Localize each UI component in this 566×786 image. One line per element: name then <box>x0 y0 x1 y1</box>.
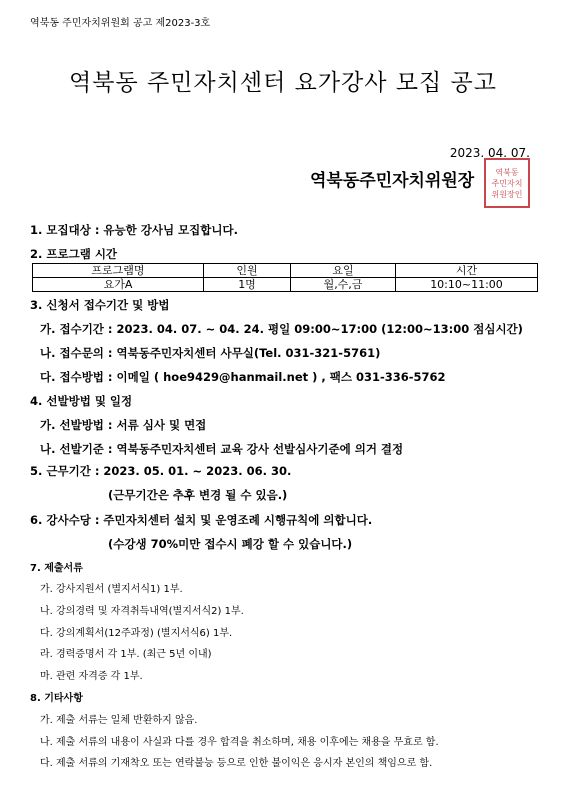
application-method: 다. 접수방법 : 이메일 ( hoe9429@hanmail.net ) , 팩스 031-336-5762 <box>40 370 446 384</box>
list-item: 가. 제출 서류는 일체 반환하지 않음. <box>40 715 198 726</box>
list-item: 라. 경력증명서 각 1부. (최근 5년 이내) <box>40 649 212 660</box>
section-2-heading: 2. 프로그램 시간 <box>30 247 118 261</box>
program-table <box>32 263 538 292</box>
issuer-name: 역북동주민자치위원장 <box>310 171 475 191</box>
section-8-heading: 8. 기타사항 <box>30 693 83 704</box>
section-3-heading: 3. 신청서 접수기간 및 방법 <box>30 298 170 312</box>
table-header-cell: 프로그램명 <box>33 264 204 278</box>
section-7-heading: 7. 제출서류 <box>30 563 83 574</box>
page-title: 역북동 주민자치센터 요가강사 모집 공고 <box>69 70 497 96</box>
application-inquiry: 나. 접수문의 : 역북동주민자치센터 사무실(Tel. 031-321-5761) <box>40 346 381 360</box>
section-1: 1. 모집대상 : 유능한 강사님 모집합니다. <box>30 223 238 237</box>
list-item: 마. 관련 자격증 각 1부. <box>40 671 143 682</box>
list-item: 나. 강의경력 및 자격취득내역(별지서식2) 1부. <box>40 606 244 617</box>
table-row <box>33 278 538 292</box>
official-seal: 역북동 주민자치 위원장인 <box>484 158 530 208</box>
notice-date: 2023. 04. 07. <box>449 146 530 160</box>
list-item: 다. 제출 서류의 기재착오 또는 연락불능 등으로 인한 불이익은 응시자 본인의 책임으로 함. <box>40 758 433 769</box>
selection-method: 가. 선발방법 : 서류 심사 및 면접 <box>40 418 207 432</box>
table-header-cell: 요일 <box>291 264 396 278</box>
table-cell: 월,수,금 <box>291 278 396 292</box>
section-5: 5. 근무기간 : 2023. 05. 01. ~ 2023. 06. 30. <box>30 464 292 478</box>
table-header-cell: 인원 <box>204 264 291 278</box>
table-cell: 1명 <box>204 278 291 292</box>
selection-criteria: 나. 선발기준 : 역북동주민자치센터 교육 강사 선발심사기준에 의거 결정 <box>40 442 404 456</box>
table-cell: 10:10~11:00 <box>396 278 538 292</box>
section-6: 6. 강사수당 : 주민자치센터 설치 및 운영조례 시행규칙에 의합니다. <box>30 513 373 527</box>
table-cell: 요가A <box>33 278 204 292</box>
section-6-note: (수강생 70%미만 접수시 폐강 할 수 있습니다.) <box>108 537 353 551</box>
table-header-cell: 시간 <box>396 264 538 278</box>
application-period: 가. 접수기간 : 2023. 04. 07. ~ 04. 24. 평일 09:00~17:00 (12:00~13:00 점심시간) <box>40 322 523 336</box>
list-item: 나. 제출 서류의 내용이 사실과 다를 경우 합격을 취소하며, 채용 이후에는 채용을 무효로 함. <box>40 737 439 748</box>
section-4-heading: 4. 선발방법 및 일정 <box>30 394 133 408</box>
section-5-note: (근무기간은 추후 변경 될 수 있음.) <box>108 488 288 502</box>
notice-number: 역북동 주민자치위원회 공고 제2023-3호 <box>30 18 211 29</box>
table-header-row <box>33 264 538 278</box>
list-item: 다. 강의계획서(12주과정) (별지서식6) 1부. <box>40 628 233 639</box>
list-item: 가. 강사지원서 (별지서식1) 1부. <box>40 584 183 595</box>
